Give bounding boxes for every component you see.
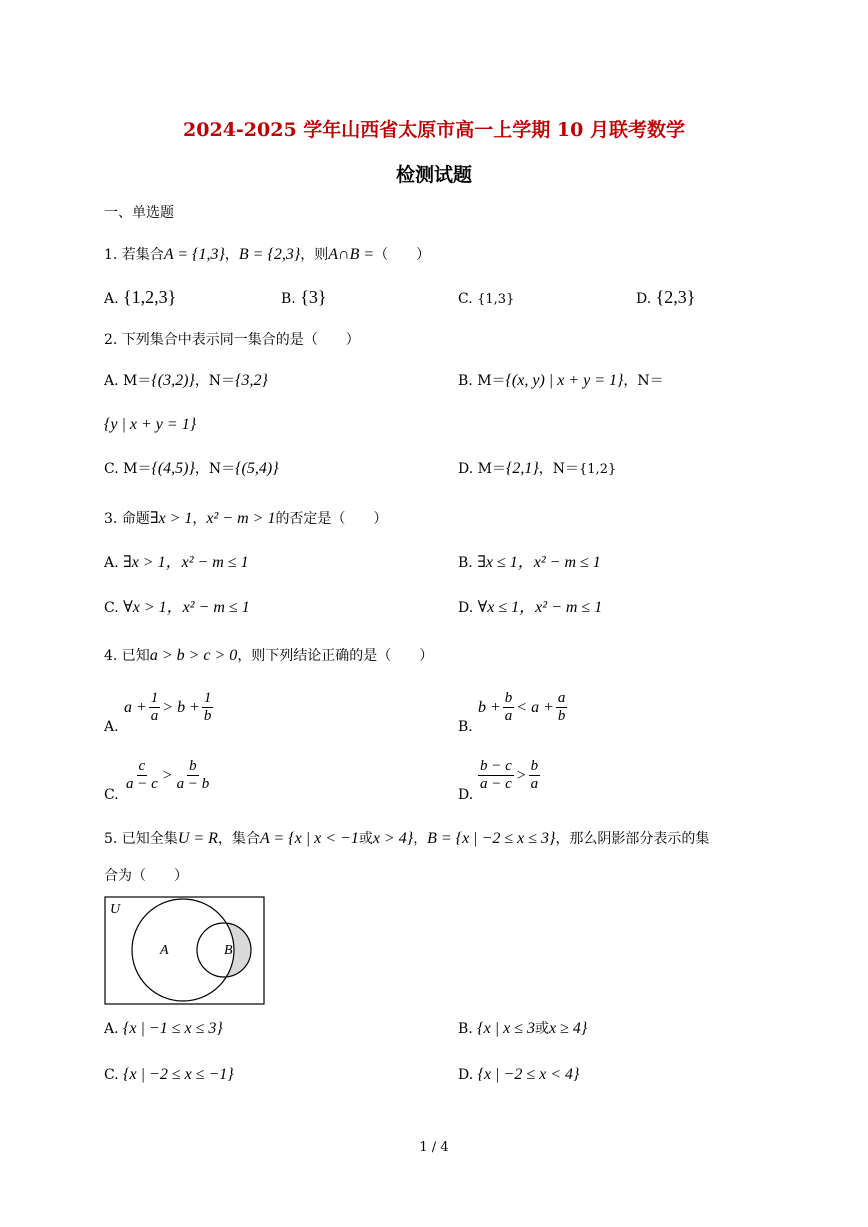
universal-set-label: U	[110, 902, 121, 917]
q1-option-a	[104, 288, 176, 308]
q1-expr: A∩B =	[328, 246, 375, 263]
set-n: {y | x + y = 1}	[104, 416, 197, 433]
denominator: a − b	[176, 776, 210, 792]
q2-option-a	[104, 372, 268, 390]
q1-stem	[104, 246, 430, 264]
fraction	[478, 758, 514, 793]
option-label: C. M＝	[104, 461, 152, 477]
fraction	[175, 758, 212, 793]
q4-condition: a > b > c > 0	[149, 647, 238, 664]
set-a-label: A	[160, 943, 169, 958]
numerator: b − c	[480, 758, 512, 774]
set-m: {(x, y) | x + y = 1}	[505, 372, 624, 389]
numerator: b	[530, 758, 539, 774]
q3-option-b	[458, 554, 601, 572]
option-value: ∀x ≤ 1，x² − m ≤ 1	[477, 599, 603, 616]
option-value: ∃x ≤ 1，x² − m ≤ 1	[477, 554, 601, 571]
option-label: D.	[636, 291, 652, 307]
q3-tail: 的否定是（ ）	[275, 511, 388, 527]
option-value: {3}	[300, 287, 327, 307]
numerator: 1	[150, 690, 159, 706]
q5-text: ，集合	[217, 831, 260, 847]
fraction	[202, 690, 214, 725]
option-label: B.	[458, 1021, 473, 1037]
set-n: {(5,4)}	[235, 460, 279, 477]
q5-set-a: A = {x | x < −1	[259, 830, 359, 847]
set-m: {(4,5)}	[151, 460, 195, 477]
set-n: {3,2}	[235, 372, 268, 389]
q5-stem-line2: 合为（ ）	[104, 868, 188, 884]
q5-stem	[104, 830, 709, 848]
fraction	[124, 758, 160, 793]
option-label: D. M＝	[458, 461, 506, 477]
option-label: D.	[458, 600, 474, 616]
denominator: a	[530, 776, 539, 792]
numerator: c	[138, 758, 146, 774]
option-value: {x | −2 ≤ x < 4}	[477, 1066, 580, 1083]
denominator: b	[557, 708, 566, 724]
option-label: A.	[104, 1021, 119, 1037]
q3-option-a	[104, 554, 249, 572]
denominator: b	[203, 708, 212, 724]
q1-set-a: A = {1,3}	[163, 246, 225, 263]
option-value: {x | −1 ≤ x ≤ 3}	[123, 1020, 223, 1037]
option-formula	[478, 690, 567, 725]
fraction	[503, 690, 515, 725]
set-b-label: B	[224, 943, 233, 958]
q4-stem	[104, 647, 433, 665]
q3-lead: 3. 命题	[104, 511, 150, 527]
term: >	[515, 766, 527, 784]
option-label: C.	[104, 1067, 119, 1083]
fraction	[149, 690, 161, 725]
q2-option-c	[104, 460, 279, 478]
option-value-cont: x ≥ 4}	[548, 1020, 588, 1037]
q2-option-b	[458, 372, 664, 390]
venn-diagram	[104, 896, 266, 1006]
option-label: A. M＝	[104, 373, 152, 389]
option-value: ∀x > 1，x² − m ≤ 1	[123, 599, 250, 616]
option-label: A.	[104, 291, 119, 307]
q2-option-d	[458, 460, 616, 479]
option-formula	[124, 758, 211, 793]
numerator: a	[557, 690, 566, 706]
option-label: B. M＝	[458, 373, 506, 389]
term: b +	[478, 698, 501, 716]
q1-comma2: ，则	[300, 247, 329, 263]
section-heading: 一、单选题	[104, 205, 174, 221]
q5-option-c	[104, 1066, 234, 1084]
option-formula	[124, 690, 213, 725]
q1-option-c	[458, 290, 514, 309]
q3-option-c	[104, 599, 250, 617]
option-sep: ，N＝	[538, 461, 580, 477]
option-sep: ，N＝	[194, 373, 236, 389]
option-label: C.	[458, 291, 473, 307]
fraction	[556, 690, 568, 725]
option-label: C.	[104, 787, 119, 803]
q5-set-a-cont: x > 4}	[372, 830, 414, 847]
q4-tail: ，则下列结论正确的是（ ）	[237, 648, 434, 664]
set-n: {1,2}	[579, 462, 617, 477]
q3-quantifier: ∃x > 1	[149, 510, 193, 527]
q3-predicate: x² − m > 1	[206, 510, 276, 527]
q5-option-d	[458, 1066, 579, 1084]
q3-stem	[104, 510, 387, 528]
term: > b +	[162, 698, 200, 716]
q5-option-a	[104, 1020, 223, 1038]
q3-option-d	[458, 599, 602, 617]
option-value: {1,2,3}	[123, 287, 177, 307]
q2-option-b-cont	[104, 416, 196, 434]
q5-universal-set: U = R	[177, 830, 218, 847]
option-sep: ，N＝	[194, 461, 236, 477]
page-number: 1 / 4	[419, 1140, 449, 1155]
q5-lead: 5. 已知全集	[104, 831, 178, 847]
option-label: D.	[458, 1067, 474, 1083]
q5-or: 或	[358, 831, 373, 847]
option-value: {2,3}	[655, 287, 696, 307]
option-label: B.	[458, 555, 473, 571]
q5-text: ，	[413, 831, 428, 847]
option-sep: ，N＝	[623, 373, 664, 389]
q3-comma: ，	[192, 511, 207, 527]
term: < a +	[516, 698, 554, 716]
option-value: {x | −2 ≤ x ≤ −1}	[123, 1066, 234, 1083]
q5-set-b: B = {x | −2 ≤ x ≤ 3}	[427, 830, 556, 847]
option-label: A.	[104, 555, 119, 571]
option-value: {x | x ≤ 3	[477, 1020, 535, 1037]
q1-option-b	[281, 288, 326, 308]
denominator: a − c	[126, 776, 158, 792]
denominator: a	[150, 708, 159, 724]
option-label: B.	[281, 291, 296, 307]
set-m: {(3,2)}	[151, 372, 195, 389]
option-formula	[478, 758, 540, 793]
option-label: A.	[104, 719, 119, 735]
q1-comma1: ，	[224, 247, 239, 263]
term: a +	[124, 698, 147, 716]
q4-lead: 4. 已知	[104, 648, 150, 664]
q2-stem: 2. 下列集合中表示同一集合的是（ ）	[104, 332, 360, 348]
option-value: ∃x > 1，x² − m ≤ 1	[123, 554, 249, 571]
q5-option-b	[458, 1020, 587, 1038]
term: >	[161, 766, 173, 784]
q5-text: ，那么阴影部分表示的集	[555, 831, 710, 847]
denominator: a	[504, 708, 513, 724]
numerator: b	[189, 758, 197, 774]
set-m: {2,1}	[505, 460, 539, 477]
q1-lead: 1. 若集合	[104, 247, 164, 263]
option-label: B.	[458, 719, 473, 735]
doc-title-line1: 2024-2025 学年山西省太原市高一上学期 10 月联考数学	[183, 119, 685, 141]
option-label: C.	[104, 600, 119, 616]
option-label: D.	[458, 787, 474, 803]
fraction	[529, 758, 541, 793]
q1-option-d	[636, 288, 695, 308]
q1-set-b: B = {2,3}	[238, 246, 301, 263]
q1-paren: （ ）	[374, 247, 431, 263]
doc-title-line2: 检测试题	[395, 164, 472, 186]
denominator: a − c	[480, 776, 512, 792]
numerator: 1	[203, 690, 212, 706]
option-or: 或	[534, 1021, 549, 1037]
option-value: {1,3}	[477, 292, 515, 307]
numerator: b	[504, 690, 513, 706]
